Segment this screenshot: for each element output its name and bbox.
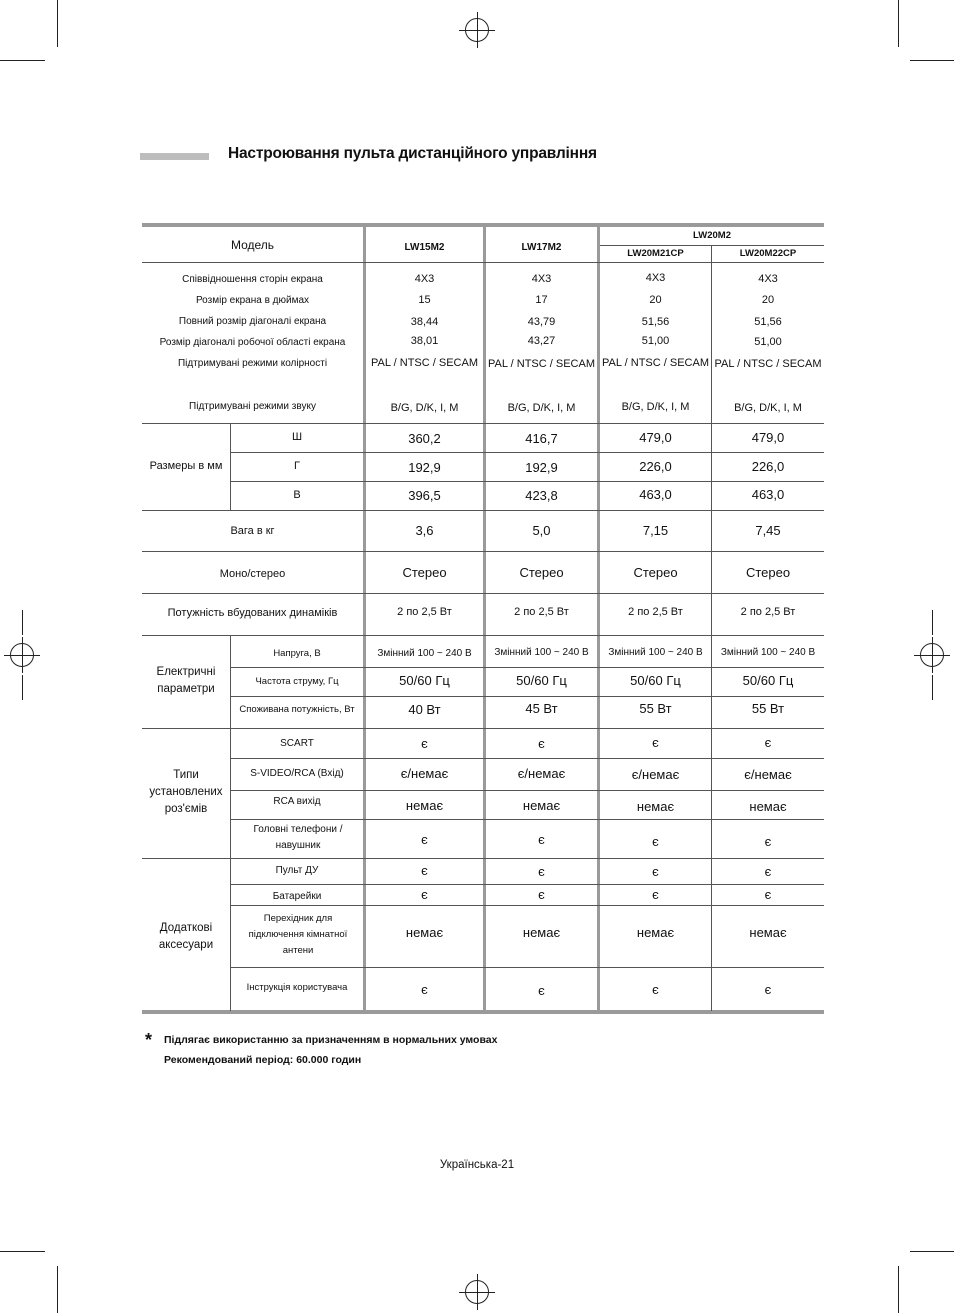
value-cell: є <box>421 982 428 997</box>
row-divider <box>142 423 824 424</box>
registration-mark-icon <box>459 1274 495 1310</box>
value-cell: є <box>538 887 545 902</box>
value-cell: 423,8 <box>525 488 558 503</box>
value-cell: Стерео <box>745 565 791 580</box>
row-label: Інструкція користувача <box>246 982 348 993</box>
value-cell: є <box>764 735 772 750</box>
group-label <box>144 920 228 954</box>
row-divider <box>230 481 824 482</box>
row-divider <box>600 245 824 246</box>
value-cell: B/G, D/K, I, M <box>507 402 576 414</box>
row-label: Розмір діагоналі робочої області екрана <box>159 337 346 348</box>
crop-mark <box>22 610 23 635</box>
row-divider <box>230 884 824 885</box>
row-label <box>240 822 356 854</box>
row-label: Потужність вбудованих динаміків <box>167 607 338 619</box>
value-cell: є <box>652 982 659 997</box>
group-label <box>144 767 228 818</box>
row-label: RCA вихід <box>273 796 321 807</box>
row-label: Підтримувані режими колірності <box>177 358 328 369</box>
row-divider <box>230 819 824 820</box>
row-label: Співвідношення сторін екрана <box>182 274 323 285</box>
crop-mark <box>910 60 954 61</box>
value-cell: 51,00 <box>754 336 782 348</box>
value-cell: є <box>652 887 659 902</box>
group-label-text: Типи установлених роз'ємів <box>149 769 223 815</box>
crop-mark <box>898 1266 899 1313</box>
row-divider <box>142 510 824 511</box>
value-cell: немає <box>522 925 561 940</box>
row-divider <box>230 452 824 453</box>
value-cell: 4X3 <box>758 273 778 285</box>
value-cell: є/немає <box>517 766 566 781</box>
value-cell: немає <box>749 925 787 940</box>
group-label: Размеры в мм <box>149 460 223 472</box>
row-label: Пульт ДУ <box>275 865 319 876</box>
row-divider <box>142 858 824 859</box>
value-cell: PAL / NTSC / SECAM <box>371 357 478 369</box>
value-cell: 416,7 <box>525 431 558 446</box>
value-cell: 20 <box>761 294 775 306</box>
value-cell: немає <box>405 798 444 813</box>
model-header-cell: LW20M22CP <box>739 248 797 259</box>
value-cell: 7,15 <box>642 523 669 538</box>
value-cell: 2 по 2,5 Вт <box>628 606 683 618</box>
value-cell: 463,0 <box>751 487 785 502</box>
value-cell: 4X3 <box>645 272 666 284</box>
value-cell: B/G, D/K, I, M <box>621 401 690 413</box>
value-cell: 2 по 2,5 Вт <box>397 606 452 618</box>
value-cell: Змінний 100 ~ 240 В <box>494 647 589 658</box>
footnote-line: Рекомендований період: 60.000 годин <box>164 1054 362 1066</box>
value-cell: 55 Вт <box>751 701 785 716</box>
row-label: Розмір екрана в дюймах <box>195 295 310 306</box>
value-cell: 40 Вт <box>408 702 441 717</box>
value-cell: є <box>764 834 772 849</box>
value-cell: PAL / NTSC / SECAM <box>488 358 595 370</box>
value-cell: B/G, D/K, I, M <box>390 402 459 414</box>
value-cell: 50/60 Гц <box>742 673 794 688</box>
row-label-text: Головні телефони / навушник <box>253 824 343 851</box>
row-label-text: Перехідник для підключення кімнатної антени <box>248 913 348 956</box>
row-divider <box>230 758 824 759</box>
value-cell: 51,56 <box>754 316 782 328</box>
row-divider <box>230 790 824 791</box>
row-divider <box>142 728 824 729</box>
value-cell: є <box>538 864 545 879</box>
row-divider <box>230 967 824 968</box>
value-cell: 479,0 <box>751 430 785 445</box>
value-cell: є <box>538 832 545 847</box>
value-cell: 479,0 <box>639 430 672 445</box>
value-cell: немає <box>522 798 561 813</box>
value-cell: є <box>538 736 545 751</box>
row-label: В <box>293 489 301 501</box>
page-number: Українська-21 <box>439 1159 515 1171</box>
value-cell: 55 Вт <box>639 701 672 716</box>
value-cell: є <box>652 834 659 849</box>
value-cell: 192,9 <box>525 460 558 475</box>
value-cell: 192,9 <box>408 460 441 475</box>
value-cell: 396,5 <box>408 488 441 503</box>
value-cell: 38,01 <box>410 335 439 347</box>
row-label: Напруга, В <box>273 648 321 659</box>
value-cell: 45 Вт <box>525 701 558 716</box>
row-divider <box>230 905 824 906</box>
value-cell: 360,2 <box>408 431 441 446</box>
value-cell: Змінний 100 ~ 240 В <box>377 648 472 659</box>
row-label: S-VIDEO/RCA (Вхід) <box>250 768 344 779</box>
value-cell: 51,00 <box>641 335 670 347</box>
value-cell: немає <box>636 799 675 814</box>
value-cell: 4X3 <box>414 273 435 285</box>
value-cell: є <box>421 863 428 878</box>
value-cell: 2 по 2,5 Вт <box>740 606 796 618</box>
row-label: Вага в кг <box>230 525 275 537</box>
value-cell: немає <box>749 799 787 814</box>
value-cell: 7,45 <box>755 523 781 538</box>
value-cell: Стерео <box>519 565 564 580</box>
value-cell: є <box>652 864 659 879</box>
value-cell: є <box>421 736 428 751</box>
row-label: Ш <box>291 431 303 443</box>
value-cell: 51,56 <box>641 316 670 328</box>
value-cell: 17 <box>535 294 548 306</box>
registration-mark-icon <box>459 12 495 48</box>
value-cell: Змінний 100 ~ 240 В <box>608 647 703 658</box>
model-header: Модель <box>230 238 275 252</box>
value-cell: є <box>764 864 772 879</box>
row-label: Моно/стерео <box>219 568 286 580</box>
value-cell: 3,6 <box>415 523 434 538</box>
value-cell: PAL / NTSC / SECAM <box>714 358 822 370</box>
model-header-cell: LW17M2 <box>521 242 562 253</box>
row-label: Батарейки <box>272 891 322 902</box>
value-cell: 50/60 Гц <box>399 673 450 688</box>
crop-mark <box>0 60 45 61</box>
crop-mark <box>57 1266 58 1313</box>
row-label: SCART <box>280 738 314 749</box>
value-cell: є <box>764 982 772 997</box>
value-cell: Змінний 100 ~ 240 В <box>720 647 816 658</box>
value-cell: 4X3 <box>531 273 552 285</box>
row-divider <box>142 635 824 636</box>
title-accent-bar <box>140 153 209 160</box>
value-cell: немає <box>636 925 675 940</box>
row-divider <box>230 667 824 668</box>
group-label-text: Додаткові аксесуари <box>158 922 214 951</box>
value-cell: немає <box>405 925 444 940</box>
value-cell: 15 <box>418 294 431 306</box>
value-cell: є <box>652 735 659 750</box>
registration-mark-icon <box>914 637 950 673</box>
row-label: Підтримувані режими звуку <box>189 401 316 412</box>
page-title: Настроювання пульта дистанційного управління <box>228 145 597 162</box>
value-cell: є/немає <box>400 766 449 781</box>
value-cell: 226,0 <box>751 459 785 474</box>
row-label: Частота струму, Гц <box>255 676 339 687</box>
value-cell: 226,0 <box>639 459 672 474</box>
value-cell: PAL / NTSC / SECAM <box>602 357 709 369</box>
crop-mark <box>0 1251 45 1252</box>
value-cell: 43,27 <box>527 335 556 347</box>
registration-mark-icon <box>4 637 40 673</box>
row-divider <box>142 262 824 263</box>
value-cell: є <box>421 832 428 847</box>
model-group-header: LW20M2 <box>692 230 731 241</box>
value-cell: 50/60 Гц <box>516 673 567 688</box>
footnote-line: Підлягає використанню за призначенням в нормальних умовах <box>164 1034 498 1046</box>
row-label: Г <box>294 460 300 472</box>
value-cell: 463,0 <box>639 487 672 502</box>
group-label <box>142 664 230 698</box>
value-cell: є/немає <box>631 767 680 782</box>
footnote-star: * <box>145 1030 153 1050</box>
value-cell: 43,79 <box>527 316 556 328</box>
row-label: Повний розмір діагоналі екрана <box>178 316 327 327</box>
value-cell: 20 <box>649 294 662 306</box>
model-header-cell: LW20M21CP <box>627 248 684 259</box>
value-cell: є/немає <box>744 767 792 782</box>
value-cell: 50/60 Гц <box>630 673 681 688</box>
value-cell: є <box>538 983 545 998</box>
row-divider <box>230 696 824 697</box>
value-cell: B/G, D/K, I, M <box>734 402 802 414</box>
row-divider <box>142 593 824 594</box>
value-cell: 38,44 <box>410 316 439 328</box>
group-label-text: Електричні параметри <box>156 666 216 695</box>
value-cell: 5,0 <box>532 523 551 538</box>
value-cell: є <box>764 887 772 902</box>
value-cell: є <box>421 887 428 902</box>
value-cell: Стерео <box>402 565 447 580</box>
value-cell: Стерео <box>633 565 678 580</box>
row-label <box>244 911 352 959</box>
crop-mark <box>22 675 23 700</box>
crop-mark <box>910 1251 954 1252</box>
crop-mark <box>898 0 899 47</box>
crop-mark <box>57 0 58 47</box>
value-cell: 2 по 2,5 Вт <box>514 606 569 618</box>
crop-mark <box>932 610 933 635</box>
row-label: Споживана потужність, Вт <box>239 704 355 715</box>
model-header-cell: LW15M2 <box>404 242 445 253</box>
row-divider <box>142 551 824 552</box>
crop-mark <box>932 675 933 700</box>
